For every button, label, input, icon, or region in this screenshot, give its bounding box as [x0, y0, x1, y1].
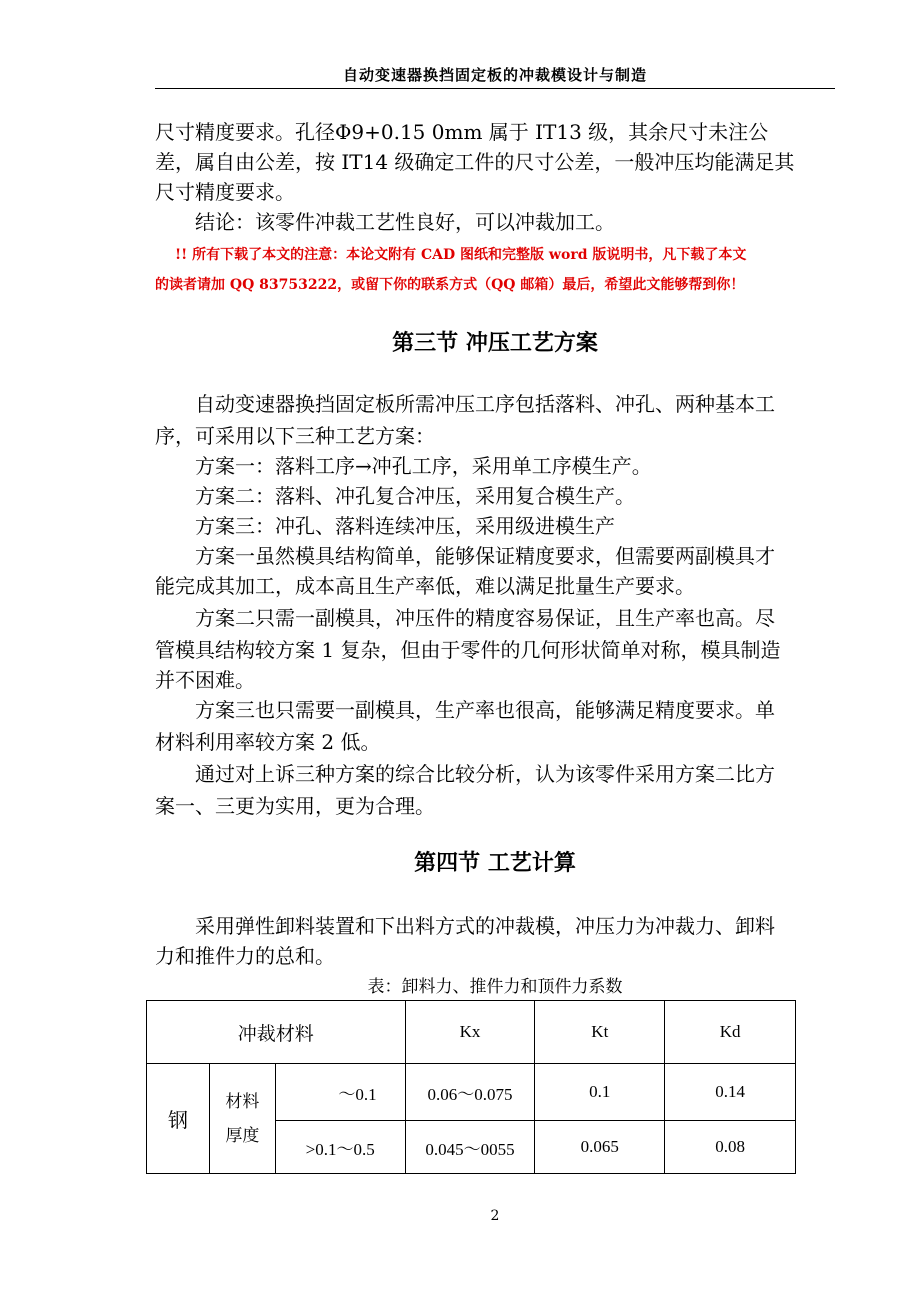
analysis-2-line-3: 并不困难。 [155, 668, 255, 692]
kx-value: 0.06～0.075 [405, 1064, 535, 1121]
analysis-2-line-1: 方案二只需一副模具，冲压件的精度容易保证，且生产率也高。尽 [195, 606, 775, 630]
page-number: 2 [490, 1208, 500, 1224]
kt-value: 0.065 [535, 1121, 665, 1174]
analysis-3-line-1: 方案三也只需要一副模具，生产率也很高，能够满足精度要求。单 [195, 698, 775, 722]
header-kx: Kx [405, 1001, 535, 1064]
header-kt: Kt [535, 1001, 665, 1064]
notice-line-2: 的读者请加 QQ 83753222，或留下你的联系方式（QQ 邮箱）最后，希望此文能够帮到你！ [155, 277, 745, 293]
material-steel: 钢 [147, 1064, 210, 1174]
kd-value: 0.08 [665, 1121, 796, 1174]
thickness-range: ～0.1 [275, 1064, 405, 1121]
section-3-heading: 第三节 冲压工艺方案 [392, 331, 598, 356]
s4-p1-line-1: 采用弹性卸料装置和下出料方式的冲裁模，冲压力为冲裁力、卸料 [195, 914, 775, 938]
notice-line-1: !! 所有下载了本文的注意：本论文附有 CAD 图纸和完整版 word 版说明书，凡下载了本文 [175, 247, 747, 263]
kt-value: 0.1 [535, 1064, 665, 1121]
kx-value: 0.045～0055 [405, 1121, 535, 1174]
header-rule [155, 88, 835, 89]
coefficient-table [146, 1000, 796, 1174]
analysis-1-line-1: 方案一虽然模具结构简单，能够保证精度要求，但需要两副模具才 [195, 544, 775, 568]
analysis-3-line-2: 材料利用率较方案 2 低。 [155, 730, 381, 754]
s3-p1-line-1: 自动变速器换挡固定板所需冲压工序包括落料、冲孔、两种基本工 [195, 392, 775, 416]
comparison-line-1: 通过对上诉三种方案的综合比较分析，认为该零件采用方案二比方 [195, 762, 775, 786]
plan-3: 方案三：冲孔、落料连续冲压，采用级进模生产 [195, 514, 615, 538]
header-kd: Kd [665, 1001, 796, 1064]
table-caption: 表：卸料力、推件力和顶件力系数 [367, 977, 623, 997]
kd-value: 0.14 [665, 1064, 796, 1121]
s3-p1-line-2: 序，可采用以下三种工艺方案： [155, 424, 435, 448]
table-row [147, 1064, 796, 1121]
conclusion: 结论：该零件冲裁工艺性良好，可以冲裁加工。 [195, 210, 615, 234]
analysis-1-line-2: 能完成其加工，成本高且生产率低，难以满足批量生产要求。 [155, 574, 695, 598]
intro-line-3: 尺寸精度要求。 [155, 180, 295, 204]
thickness-label: 材料 厚度 [209, 1064, 275, 1174]
thickness-range: >0.1～0.5 [275, 1121, 405, 1174]
section-4-heading: 第四节 工艺计算 [414, 851, 576, 876]
running-header: 自动变速器换挡固定板的冲裁模设计与制造 [342, 66, 647, 84]
plan-1: 方案一：落料工序→冲孔工序，采用单工序模生产。 [195, 454, 652, 478]
intro-line-1: 尺寸精度要求。孔径Φ9+0.15 0mm 属于 IT13 级，其余尺寸未注公 [155, 120, 769, 144]
intro-line-2: 差，属自由公差，按 IT14 级确定工件的尺寸公差，一般冲压均能满足其 [155, 150, 795, 174]
table-header-row [147, 1001, 796, 1064]
comparison-line-2: 案一、三更为实用，更为合理。 [155, 794, 435, 818]
plan-2: 方案二：落料、冲孔复合冲压，采用复合模生产。 [195, 484, 635, 508]
s4-p1-line-2: 力和推件力的总和。 [155, 944, 335, 968]
analysis-2-line-2: 管模具结构较方案 1 复杂，但由于零件的几何形状简单对称，模具制造 [155, 638, 781, 662]
header-material: 冲裁材料 [147, 1001, 406, 1064]
